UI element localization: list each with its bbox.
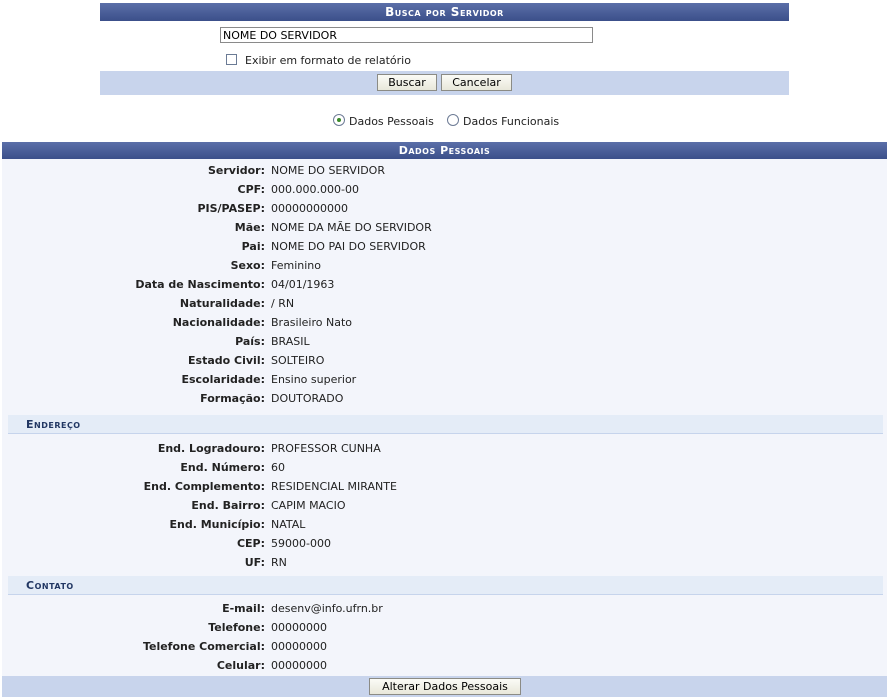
field-label: Pai: bbox=[241, 240, 265, 253]
field-value: 00000000 bbox=[271, 621, 327, 634]
field-label: Mãe: bbox=[234, 221, 265, 234]
field-label: End. Número: bbox=[180, 461, 265, 474]
field-row bbox=[2, 535, 887, 553]
address-section-title: Endereço bbox=[26, 418, 81, 431]
field-row bbox=[2, 478, 887, 496]
field-row bbox=[2, 638, 887, 656]
servidor-input[interactable] bbox=[220, 27, 593, 43]
field-row bbox=[2, 314, 887, 332]
search-actions-bar bbox=[100, 71, 789, 95]
field-value: desenv@info.ufrn.br bbox=[271, 602, 383, 615]
field-label: CPF: bbox=[237, 183, 265, 196]
field-row bbox=[2, 276, 887, 294]
field-value: 00000000000 bbox=[271, 202, 348, 215]
field-label: CEP: bbox=[236, 537, 265, 550]
field-row bbox=[2, 554, 887, 572]
report-checkbox[interactable] bbox=[226, 54, 237, 65]
field-value: Feminino bbox=[271, 259, 321, 272]
radio-dados-funcionais-label[interactable]: Dados Funcionais bbox=[463, 115, 560, 128]
field-row bbox=[2, 657, 887, 675]
field-value: 04/01/1963 bbox=[271, 278, 335, 291]
field-value: Ensino superior bbox=[271, 373, 357, 386]
radio-dados-pessoais[interactable] bbox=[333, 114, 345, 126]
field-label: Escolaridade: bbox=[181, 373, 265, 386]
field-value: BRASIL bbox=[271, 335, 310, 348]
field-value: NATAL bbox=[271, 518, 306, 531]
contact-section-title: Contato bbox=[26, 579, 74, 592]
field-label: Sexo: bbox=[230, 259, 265, 272]
search-panel-title: Busca por Servidor bbox=[100, 3, 789, 21]
field-row bbox=[2, 459, 887, 477]
personal-data-panel bbox=[2, 142, 887, 697]
field-row bbox=[2, 295, 887, 313]
field-label: E-mail: bbox=[222, 602, 265, 615]
field-row bbox=[2, 333, 887, 351]
field-value: NOME DO PAI DO SERVIDOR bbox=[271, 240, 426, 253]
radio-dados-pessoais-label[interactable]: Dados Pessoais bbox=[349, 115, 434, 128]
field-row bbox=[2, 219, 887, 237]
field-label: Data de Nascimento: bbox=[135, 278, 265, 291]
field-label: Servidor: bbox=[207, 164, 265, 177]
field-row bbox=[2, 371, 887, 389]
field-value: Brasileiro Nato bbox=[271, 316, 352, 329]
field-label: End. Logradouro: bbox=[157, 442, 265, 455]
field-label: PIS/PASEP: bbox=[197, 202, 265, 215]
field-value: 000.000.000-00 bbox=[271, 183, 359, 196]
field-value: 60 bbox=[271, 461, 285, 474]
report-checkbox-label[interactable]: Exibir em formato de relatório bbox=[245, 54, 411, 67]
field-row bbox=[2, 497, 887, 515]
field-label: País: bbox=[235, 335, 265, 348]
view-toggle bbox=[0, 113, 890, 131]
field-value: RN bbox=[271, 556, 287, 569]
field-value: PROFESSOR CUNHA bbox=[271, 442, 381, 455]
field-value: SOLTEIRO bbox=[271, 354, 325, 367]
field-row bbox=[2, 440, 887, 458]
field-row bbox=[2, 162, 887, 180]
servidor-row bbox=[100, 27, 789, 47]
field-label: Telefone Comercial: bbox=[142, 640, 265, 653]
edit-actions-bar bbox=[2, 676, 887, 697]
field-label: Naturalidade: bbox=[179, 297, 265, 310]
field-label: UF: bbox=[244, 556, 265, 569]
field-value: / RN bbox=[271, 297, 295, 310]
field-value: 59000-000 bbox=[271, 537, 331, 550]
field-value: 00000000 bbox=[271, 640, 327, 653]
field-label: Estado Civil: bbox=[188, 354, 265, 367]
field-label: Nacionalidade: bbox=[172, 316, 265, 329]
field-row bbox=[2, 181, 887, 199]
radio-dados-funcionais[interactable] bbox=[447, 114, 459, 126]
field-row bbox=[2, 200, 887, 218]
field-label: Celular: bbox=[216, 659, 265, 672]
field-value: CAPIM MACIO bbox=[271, 499, 346, 512]
field-value: RESIDENCIAL MIRANTE bbox=[271, 480, 397, 493]
search-button[interactable]: Buscar bbox=[377, 74, 437, 91]
field-row bbox=[2, 619, 887, 637]
address-section-header bbox=[8, 415, 883, 434]
field-value: NOME DA MÃE DO SERVIDOR bbox=[271, 221, 432, 234]
field-row bbox=[2, 238, 887, 256]
field-label: End. Município: bbox=[169, 518, 265, 531]
contact-section-header bbox=[8, 576, 883, 595]
field-label: End. Bairro: bbox=[191, 499, 265, 512]
field-row bbox=[2, 600, 887, 618]
personal-data-title: Dados Pessoais bbox=[2, 142, 887, 159]
field-label: End. Complemento: bbox=[143, 480, 265, 493]
search-panel bbox=[100, 3, 789, 95]
cancel-button[interactable]: Cancelar bbox=[441, 74, 512, 91]
field-value: NOME DO SERVIDOR bbox=[271, 164, 385, 177]
field-row bbox=[2, 390, 887, 408]
field-row bbox=[2, 352, 887, 370]
field-row bbox=[2, 257, 887, 275]
field-row bbox=[2, 516, 887, 534]
edit-personal-data-button[interactable]: Alterar Dados Pessoais bbox=[369, 678, 521, 695]
field-value: 00000000 bbox=[271, 659, 327, 672]
field-label: Formação: bbox=[200, 392, 265, 405]
field-value: DOUTORADO bbox=[271, 392, 344, 405]
field-label: Telefone: bbox=[208, 621, 265, 634]
